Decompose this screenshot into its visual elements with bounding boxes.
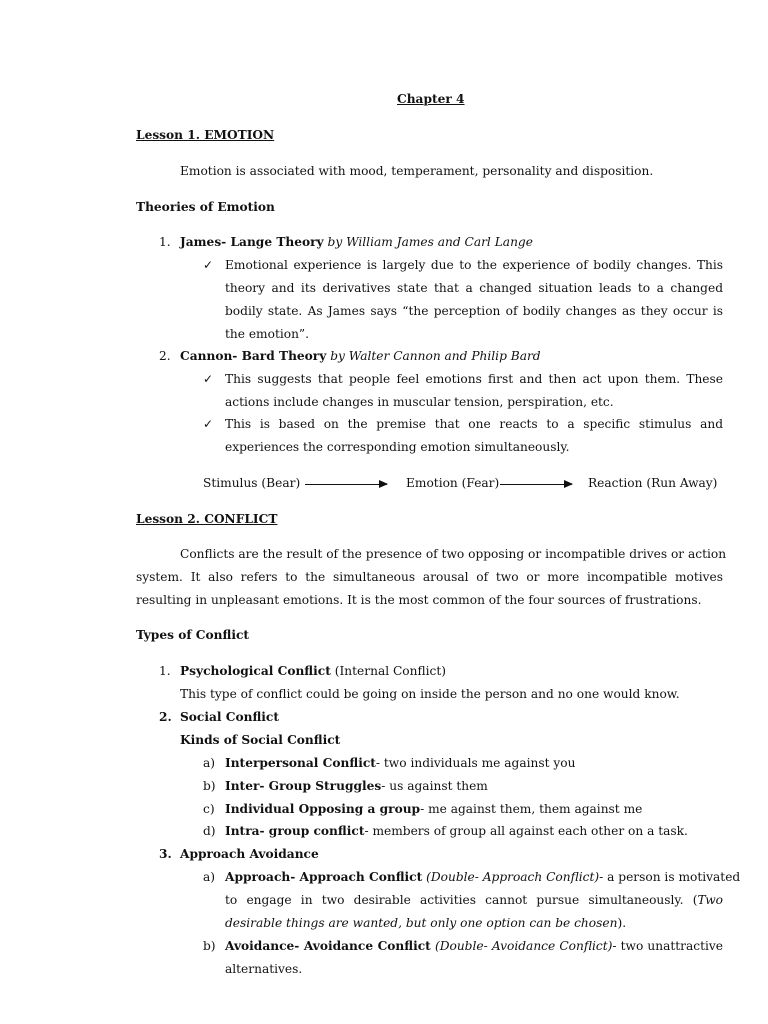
type3a-line-1 [225,870,741,884]
kind-letter: b) [203,779,216,793]
type3b-line-1 [225,939,723,953]
theory1-name: James- Lange Theory [180,235,324,249]
type3b-paren: (Double- Avoidance Conflict) [434,939,613,953]
kind-name: Individual Opposing a group [225,802,421,816]
theory1-line-3: bodily state. As James says “the perception of bodily changes as they occur is [225,304,723,318]
kind-letter: a) [203,756,216,770]
type3-name: Approach Avoidance [180,847,319,861]
check-icon: ✓ [203,417,214,431]
lesson2-para-line-3: resulting in unpleasant emotions. It is the most common of the four sources of frustrations. [136,593,702,607]
type3a-paren: (Double- Approach Conflict) [426,870,600,884]
lesson1-heading: Lesson 1. EMOTION [136,128,275,142]
type3b-letter: b) [203,939,216,953]
type3b-line-2: alternatives. [225,962,303,976]
type2-name: Social Conflict [180,710,279,724]
lesson1-intro: Emotion is associated with mood, temperament, personality and disposition. [180,164,654,178]
theory2-bullet1-line-2: actions include changes in muscular tension, perspiration, etc. [225,395,614,409]
type3-number: 3. [159,847,172,861]
flow-emotion: Emotion (Fear) [406,476,500,490]
type3a-line-3 [225,916,626,930]
kind-letter: c) [203,802,215,816]
type1-number: 1. [159,664,171,678]
kind-desc: - us against them [381,779,488,793]
kind-item [225,779,488,793]
theory1-number: 1. [159,235,171,249]
type1-desc: This type of conflict could be going on inside the person and no one would know. [180,687,680,701]
flow-reaction: Reaction (Run Away) [588,476,718,490]
type3a-rest: - a person is motivated [599,870,741,884]
type3a-name: Approach- Approach Conflict [225,870,423,884]
theory1-line-2: theory and its derivatives state that a changed situation leads to a changed [225,281,723,295]
lesson2-heading: Lesson 2. CONFLICT [136,512,278,526]
theory2-name: Cannon- Bard Theory [180,349,327,363]
theory1-by: by William James and Carl Lange [327,235,533,249]
theory2-bullet2-line-2: experiences the corresponding emotion simultaneously. [225,440,570,454]
type3b-rest: - two unattractive [612,939,723,953]
type3b-name: Avoidance- Avoidance Conflict [225,939,431,953]
type2-number: 2. [159,710,172,724]
type3a-line2-text: to engage in two desirable activities cannot pursue simultaneously. ( [225,893,698,907]
type1-paren: (Internal Conflict) [334,664,446,678]
theories-heading: Theories of Emotion [136,200,275,214]
kind-letter: d) [203,824,216,838]
type3a-line3-italic: desirable things are wanted, but only one option can be chosen [225,916,618,930]
type3a-line3-end: ). [617,916,627,930]
check-icon: ✓ [203,372,214,386]
lesson2-para-line-1: Conflicts are the result of the presence of two opposing or incompatible drives or action [180,547,727,561]
kind-desc: - members of group all against each other on a task. [364,824,688,838]
theory1-line-1: Emotional experience is largely due to the experience of bodily changes. This [225,258,723,272]
type1-name: Psychological Conflict [180,664,331,678]
theory2-number: 2. [159,349,171,363]
right-arrow-icon [305,484,387,485]
flow-stimulus: Stimulus (Bear) [203,476,301,490]
type3a-line2-italic: Two [697,893,723,907]
chapter-title: Chapter 4 [397,92,465,106]
check-icon: ✓ [203,258,214,272]
kind-name: Interpersonal Conflict [225,756,376,770]
kind-item [225,824,688,838]
kind-item [225,756,575,770]
lesson2-para-line-2: system. It also refers to the simultaneous arousal of two or more incompatible motives [136,570,723,584]
right-arrow-icon [500,484,572,485]
type3a-letter: a) [203,870,216,884]
kind-name: Inter- Group Struggles [225,779,382,793]
theory2-title [180,349,541,363]
types-heading: Types of Conflict [136,628,250,642]
kind-desc: - two individuals me against you [375,756,576,770]
type3a-line-2 [225,893,723,907]
theory2-bullet1-line-1: This suggests that people feel emotions first and then act upon them. These [225,372,723,386]
theory2-by: by Walter Cannon and Philip Bard [330,349,541,363]
kind-item [225,802,642,816]
theory1-title [180,235,533,249]
kinds-heading: Kinds of Social Conflict [180,733,341,747]
theory2-bullet2-line-1: This is based on the premise that one reacts to a specific stimulus and [225,417,723,431]
theory1-line-4: the emotion”. [225,327,310,341]
kind-name: Intra- group conflict [225,824,365,838]
type1-title [180,664,446,678]
kind-desc: - me against them, them against me [420,802,643,816]
